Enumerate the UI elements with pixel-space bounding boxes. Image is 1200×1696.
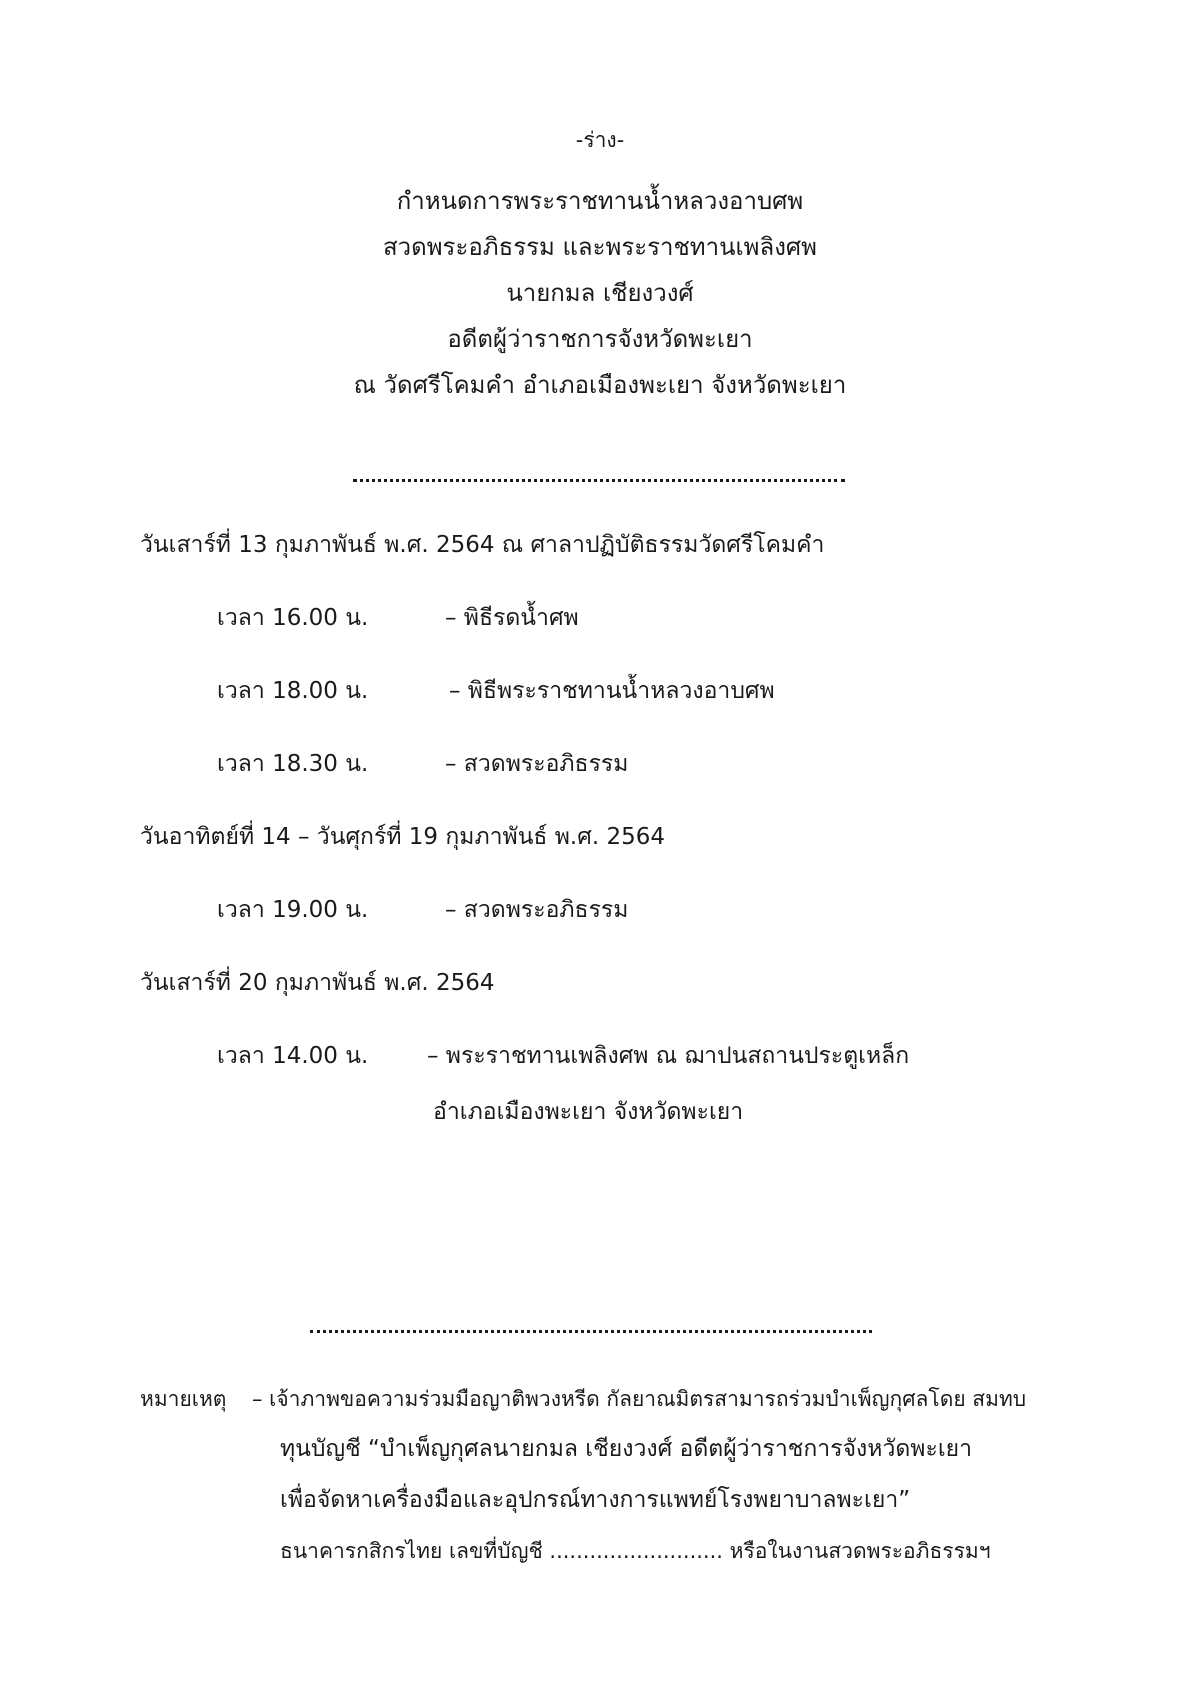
schedule-activity: – พิธีพระราชทานน้ำหลวงอาบศพ [449, 678, 775, 704]
deceased-name: นายกมล เชียงวงศ์ [506, 279, 694, 307]
schedule-time: เวลา 18.00 น. [217, 678, 369, 704]
draft-mark: -ร่าง- [575, 128, 625, 152]
schedule-time: เวลา 18.30 น. [217, 751, 369, 777]
note-line-2: ทุนบัญชี “บำเพ็ญกุศลนายกมล เชียงวงศ์ อดีตผู้ว่าราชการจังหวัดพะเยา [280, 1436, 973, 1462]
schedule-activity: – พระราชทานเพลิงศพ ณ ฌาปนสถานประตูเหล็ก [427, 1043, 910, 1069]
dotted-separator-top [353, 479, 845, 482]
schedule-activity: – สวดพระอภิธรรม [445, 897, 629, 923]
schedule-activity: – สวดพระอภิธรรม [445, 751, 629, 777]
schedule-date-2: วันอาทิตย์ที่ 14 – วันศุกร์ที่ 19 กุมภาพันธ์ พ.ศ. 2564 [140, 824, 665, 850]
venue-line: ณ วัดศรีโคมคำ อำเภอเมืองพะเยา จังหวัดพะเยา [353, 371, 847, 399]
schedule-date-3: วันเสาร์ที่ 20 กุมภาพันธ์ พ.ศ. 2564 [140, 970, 495, 996]
schedule-time: เวลา 19.00 น. [217, 897, 369, 923]
deceased-position: อดีตผู้ว่าราชการจังหวัดพะเยา [447, 325, 753, 353]
title-line-2: สวดพระอภิธรรม และพระราชทานเพลิงศพ [383, 233, 817, 261]
schedule-time: เวลา 16.00 น. [217, 605, 369, 631]
note-line-1: – เจ้าภาพขอความร่วมมือญาติพวงหรีด กัลยาณมิตรสามารถร่วมบำเพ็ญกุศลโดย สมทบ [252, 1387, 1027, 1411]
schedule-date-1: วันเสาร์ที่ 13 กุมภาพันธ์ พ.ศ. 2564 ณ ศาลาปฏิบัติธรรมวัดศรีโคมคำ [140, 532, 825, 558]
schedule-activity-continuation: อำเภอเมืองพะเยา จังหวัดพะเยา [433, 1099, 744, 1125]
note-label: หมายเหตุ [140, 1387, 227, 1411]
title-line-1: กำหนดการพระราชทานน้ำหลวงอาบศพ [396, 187, 804, 215]
dotted-separator-bottom [310, 1330, 872, 1333]
note-line-3: เพื่อจัดหาเครื่องมือและอุปกรณ์ทางการแพทย์โรงพยาบาลพะเยา” [280, 1487, 911, 1513]
schedule-time: เวลา 14.00 น. [217, 1043, 369, 1069]
schedule-activity: – พิธีรดน้ำศพ [445, 605, 579, 631]
note-line-4: ธนาคารกสิกรไทย เลขที่บัญชี .......................... หรือในงานสวดพระอภิธรรมฯ [280, 1539, 991, 1563]
